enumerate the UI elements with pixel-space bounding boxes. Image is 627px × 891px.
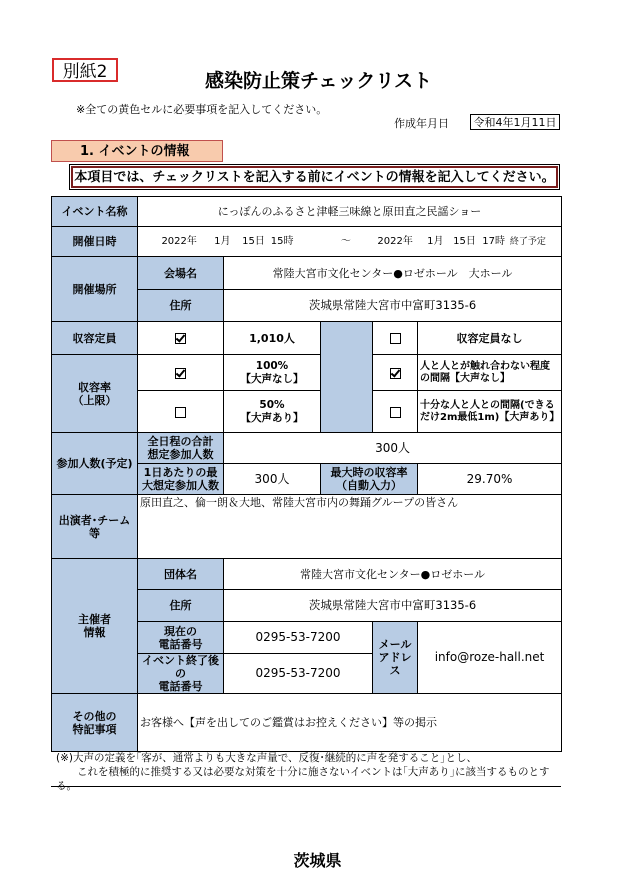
mail-field[interactable]: info@roze-hall.net	[418, 622, 562, 694]
org-name-field[interactable]: 常陸大宮市文化センター●ロゼホール	[224, 559, 562, 590]
footnote-line-1: (※)大声の定義を｢客が、通常よりも大きな声量で、反復･継続的に声を発すること｣とし、	[56, 752, 478, 764]
capacity-none-checkbox[interactable]	[390, 333, 401, 344]
phone-after-field[interactable]: 0295-53-7200	[224, 654, 373, 694]
created-date-field[interactable]: 令和4年1月11日	[470, 114, 560, 130]
org-address-field[interactable]: 茨城県常陸大宮市中富町3135-6	[224, 590, 562, 622]
org-name-label: 団体名	[138, 559, 224, 590]
rate-no-touch-label: 人と人とが触れ合わない程度の間隔【大声なし】	[418, 355, 562, 391]
capacity-checkbox-cell[interactable]	[138, 322, 224, 355]
phone-label: 現在の 電話番号	[138, 622, 224, 654]
rate-label: 収容率 （上限）	[52, 355, 138, 433]
created-date-label: 作成年月日	[394, 117, 449, 130]
rate-50-checkbox-cell[interactable]	[138, 391, 224, 433]
venue-address-field[interactable]: 茨城県常陸大宮市中富町3135-6	[224, 290, 562, 322]
capacity-checkbox[interactable]	[175, 333, 186, 344]
start-month: 1月	[214, 235, 231, 247]
other-notes-label: その他の 特記事項	[52, 694, 138, 752]
section-banner: 本項目では、チェックリストを記入する前にイベントの情報を記入してください。	[69, 164, 560, 190]
footnote-line-2: これを積極的に推奨する又は必要な対策を十分に施さないイベントは｢大声あり｣に該当するものとする。	[56, 766, 550, 792]
rate-no-touch-checkbox-cell[interactable]	[373, 355, 418, 391]
rate-100-label: 100% 【大声なし】	[224, 355, 321, 391]
participants-label: 参加人数(予定)	[52, 433, 138, 495]
hall-field[interactable]: 常陸大宮市文化センター●ロゼホール 大ホール	[224, 257, 562, 290]
venue-address-label: 住所	[138, 290, 224, 322]
performers-label: 出演者･チーム等	[52, 495, 138, 559]
hall-label: 会場名	[138, 257, 224, 290]
gray-spacer	[321, 322, 373, 433]
performers-field[interactable]: 原田直之、倫一朗＆大地、常陸大宮市内の舞踊グループの皆さん	[138, 495, 562, 559]
start-hour: 15時	[270, 235, 294, 247]
capacity-none-label: 収容定員なし	[418, 322, 562, 355]
max-rate-field: 29.70%	[418, 464, 562, 495]
start-day: 15日	[242, 235, 265, 247]
mail-label: メール アドレス	[373, 622, 418, 694]
rate-distance-label: 十分な人と人との間隔(できるだけ2m最低1m)【大声あり】	[418, 391, 562, 433]
end-day: 15日	[453, 235, 476, 247]
prefecture-name: 茨城県	[293, 851, 342, 870]
event-info-table	[51, 196, 562, 752]
end-note: 終了予定	[509, 236, 546, 247]
rate-50-label: 50% 【大声あり】	[224, 391, 321, 433]
end-hour: 17時	[482, 235, 506, 247]
total-participants-field[interactable]: 300人	[224, 433, 562, 464]
org-address-label: 住所	[138, 590, 224, 622]
footnote-divider	[51, 786, 561, 787]
end-year: 2022年	[377, 235, 413, 247]
capacity-label: 収容定員	[52, 322, 138, 355]
rate-100-checkbox[interactable]	[175, 368, 186, 379]
rate-distance-checkbox[interactable]	[390, 407, 401, 418]
end-month: 1月	[427, 235, 444, 247]
phone-field[interactable]: 0295-53-7200	[224, 622, 373, 654]
rate-100-checkbox-cell[interactable]	[138, 355, 224, 391]
organizer-label: 主催者 情報	[52, 559, 138, 694]
phone-after-label: イベント終了後の 電話番号	[138, 654, 224, 694]
section-title: 1. イベントの情報	[51, 140, 223, 162]
rate-50-checkbox[interactable]	[175, 407, 186, 418]
annex-label: 別紙2	[52, 58, 118, 82]
page-title: 感染防止策チェックリスト	[204, 70, 433, 92]
date-tilde: ～	[340, 235, 351, 247]
instruction-note: ※全ての黄色セルに必要事項を記入してください。	[76, 103, 328, 116]
event-name-field[interactable]: にっぽんのふるさと津軽三味線と原田直之民謡ショー	[138, 197, 562, 227]
event-name-label: イベント名称	[52, 197, 138, 227]
capacity-none-checkbox-cell[interactable]	[373, 322, 418, 355]
capacity-field[interactable]: 1,010人	[224, 322, 321, 355]
max-rate-label: 最大時の収容率 （自動入力）	[321, 464, 418, 495]
total-participants-label: 全日程の合計 想定参加人数	[138, 433, 224, 464]
start-year: 2022年	[161, 235, 197, 247]
event-date-label: 開催日時	[52, 227, 138, 257]
event-date-field[interactable]	[138, 227, 562, 257]
daily-participants-field[interactable]: 300人	[224, 464, 321, 495]
other-notes-field[interactable]: お客様へ【声を出してのご鑑賞はお控えください】等の掲示	[138, 694, 562, 752]
rate-no-touch-checkbox[interactable]	[390, 368, 401, 379]
daily-participants-label: 1日あたりの最 大想定参加人数	[138, 464, 224, 495]
rate-distance-checkbox-cell[interactable]	[373, 391, 418, 433]
venue-label: 開催場所	[52, 257, 138, 322]
